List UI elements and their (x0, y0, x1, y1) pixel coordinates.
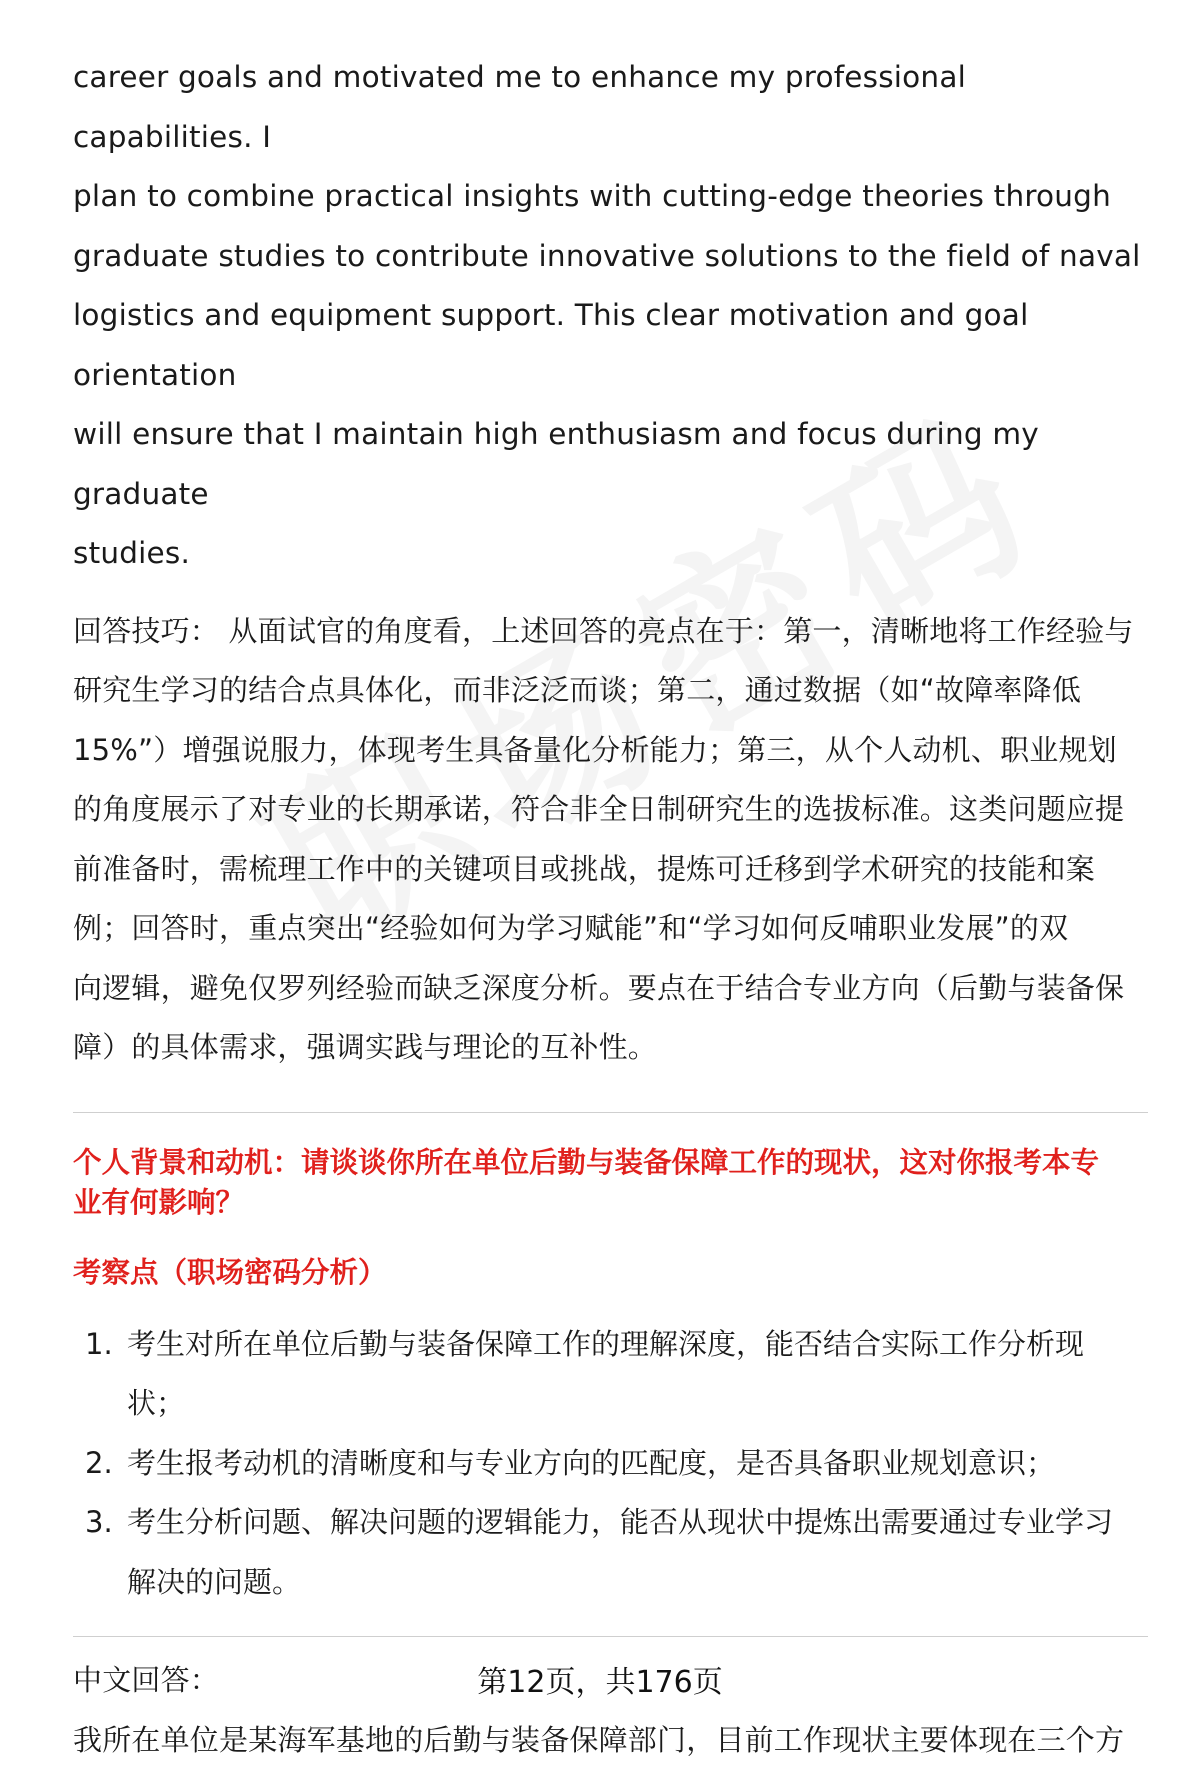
text-line: 例；回答时，重点突出“经验如何为学习赋能”和“学习如何反哺职业发展”的双 (73, 899, 1148, 959)
english-answer-paragraph (73, 48, 1148, 584)
text-line: 障）的具体需求，强调实践与理论的互补性。 (73, 1018, 1148, 1078)
text-line: 研究生学习的结合点具体化，而非泛泛而谈；第二，通过数据（如“故障率降低 (73, 661, 1148, 721)
text-line: 15%”）增强说服力，体现考生具备量化分析能力；第三，从个人动机、职业规划 (73, 721, 1148, 781)
title-line: 业有何影响？ (73, 1183, 1148, 1223)
list-item (73, 1493, 1148, 1612)
text-line: 的角度展示了对专业的长期承诺，符合非全日制研究生的选拔标准。这类问题应提 (73, 780, 1148, 840)
list-number: 3. (85, 1493, 113, 1553)
focus-heading: 考察点（职场密码分析） (73, 1253, 1148, 1293)
text-line: 向逻辑，避免仅罗列经验而缺乏深度分析。要点在于结合专业方向（后勤与装备保 (73, 959, 1148, 1019)
text-line: 解决的问题。 (127, 1553, 1148, 1613)
answer-heading: 中文回答： (73, 1651, 1148, 1711)
list-number: 2. (85, 1434, 113, 1494)
text-line: 回答技巧： 从面试官的角度看，上述回答的亮点在于：第一，清晰地将工作经验与 (73, 602, 1148, 662)
text-line: logistics and equipment support. This clear motivation and goal orientation (73, 286, 1148, 405)
text-line: plan to combine practical insights with cutting-edge theories through (73, 167, 1148, 227)
text-line: 考生分析问题、解决问题的逻辑能力，能否从现状中提炼出需要通过专业学习 (127, 1493, 1148, 1553)
text-line: 前准备时，需梳理工作中的关键项目或挑战，提炼可迁移到学术研究的技能和案 (73, 840, 1148, 900)
page-content (73, 48, 1148, 1770)
text-line: 状； (127, 1374, 1148, 1434)
text-line: career goals and motivated me to enhance my professional capabilities. I (73, 48, 1148, 167)
focus-points-list (73, 1315, 1148, 1613)
list-number: 1. (85, 1315, 113, 1375)
page-number-footer: 第12页，共176页 (0, 1661, 1200, 1705)
text-line: 考生报考动机的清晰度和与专业方向的匹配度，是否具备职业规划意识； (127, 1434, 1148, 1494)
text-line: 考生对所在单位后勤与装备保障工作的理解深度，能否结合实际工作分析现 (127, 1315, 1148, 1375)
answer-tips-paragraph (73, 602, 1148, 1078)
title-line: 个人背景和动机：请谈谈你所在单位后勤与装备保障工作的现状，这对你报考本专 (73, 1143, 1148, 1183)
list-item (73, 1434, 1148, 1494)
question-title (73, 1143, 1148, 1223)
text-line: studies. (73, 524, 1148, 584)
text-line: 我所在单位是某海军基地的后勤与装备保障部门，目前工作现状主要体现在三个方 (73, 1711, 1148, 1770)
text-line: graduate studies to contribute innovative solutions to the field of naval (73, 227, 1148, 287)
list-item (73, 1315, 1148, 1434)
text-line: will ensure that I maintain high enthusiasm and focus during my graduate (73, 405, 1148, 524)
